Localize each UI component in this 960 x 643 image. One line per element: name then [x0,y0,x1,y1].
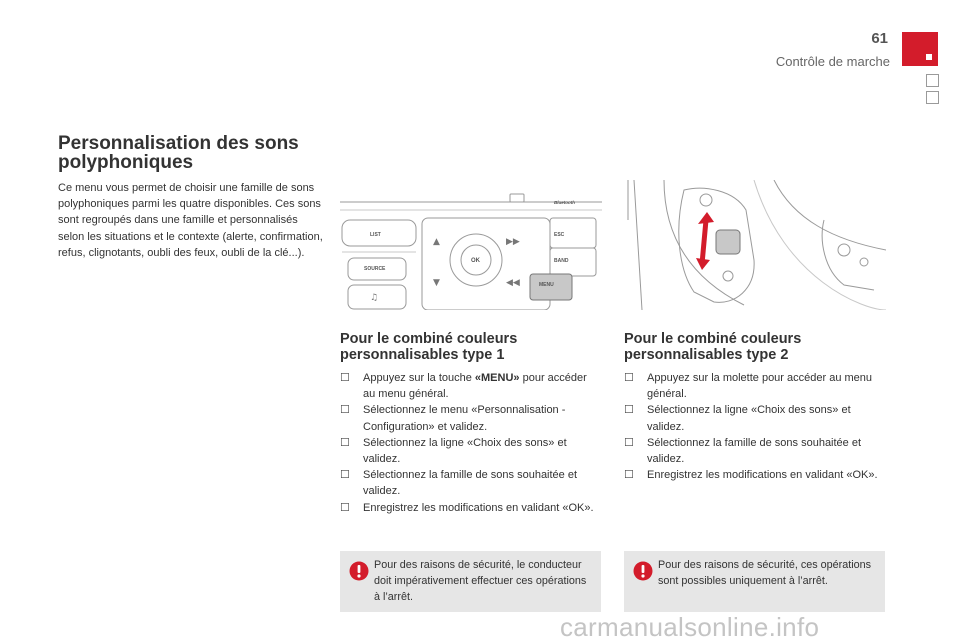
checkbox-bullet-icon: ☐ [624,404,634,417]
page-number: 61 [871,30,888,47]
list-item: ☐ Sélectionnez la ligne «Choix des sons» et validez. [340,436,567,466]
type1-steps [340,370,600,516]
warning-text: Pour des raisons de sécurité, ces opérations sont possibles uniquement à l’arrêt. [658,559,872,588]
list-item: ☐ Sélectionnez le menu «Personnalisation - Configuration» et validez. [340,404,566,433]
svg-text:◀◀: ◀◀ [506,278,520,288]
list-item: ☐ Sélectionnez la ligne «Choix des sons» et validez. [624,404,851,433]
checkbox-bullet-icon: ☐ [340,372,350,384]
intro-text: Ce menu vous permet de choisir une famille de sons polyphoniques parmi les quatre disponibles. Ces sons sont regroupés dans une famille et personnalisés selon les situations et le contexte (alerte, confirmation, refus, clignotants, oubli des feux, oubli de la clé...). [58,182,323,259]
list-item: ☐ Sélectionnez la famille de sons souhaitée et validez. [340,469,578,498]
page-title: Personnalisation des sons polyphoniques [58,133,299,173]
list-item: ☐ Appuyez sur la molette pour accéder au menu général. [624,372,873,401]
band-label: BAND [554,258,569,264]
type2-warning-box [624,551,885,612]
steering-wheel-illustration [624,180,886,310]
checkbox-bullet-icon: ☐ [340,469,350,482]
svg-text:♫: ♫ [370,293,379,303]
menu-label: MENU [539,282,554,288]
esc-label: ESC [554,232,565,238]
list-label: LIST [370,232,381,238]
checkbox-bullet-icon: ☐ [340,404,350,417]
chapter-tab [926,74,939,87]
checkbox-bullet-icon: ☐ [624,469,634,482]
list-item: ☐ Sélectionnez la famille de sons souhaitée et validez. [624,436,862,466]
warning-text: Pour des raisons de sécurité, le conducteur doit impérativement effectuer ces opérations à l’arrêt. [374,559,587,604]
svg-text:▲: ▲ [433,237,440,247]
type1-heading: Pour le combiné couleurs personnalisables type 1 [340,331,518,363]
checkbox-bullet-icon: ☐ [624,372,634,384]
svg-text:▶▶: ▶▶ [506,237,520,247]
warning-icon [349,561,369,581]
source-label: SOURCE [364,266,386,272]
checkbox-bullet-icon: ☐ [624,436,634,449]
bluetooth-label: Bluetooth [554,200,575,205]
list-item: ☐ Enregistrez les modifications en validant «OK». [624,467,884,483]
list-item: ☐ Enregistrez les modifications en validant «OK». [340,500,600,516]
type2-heading: Pour le combiné couleurs personnalisables type 2 [624,331,802,363]
chapter-tab [926,91,939,104]
type2-steps [624,370,884,483]
section-title: Contrôle de marche [775,54,890,69]
watermark: carmanualsonline.info [560,612,820,642]
chapter-tab-active [902,32,938,66]
ok-label: OK [471,258,480,264]
list-item: ☐ Appuyez sur la touche «MENU» pour accéder au menu général. [340,372,587,401]
checkbox-bullet-icon: ☐ [340,436,350,449]
audio-panel-illustration [340,188,602,310]
thumbwheel-highlight [716,230,740,254]
warning-icon [633,561,653,581]
type1-warning-box [340,551,601,612]
svg-text:▼: ▼ [433,278,440,288]
checkbox-bullet-icon: ☐ [340,501,350,514]
